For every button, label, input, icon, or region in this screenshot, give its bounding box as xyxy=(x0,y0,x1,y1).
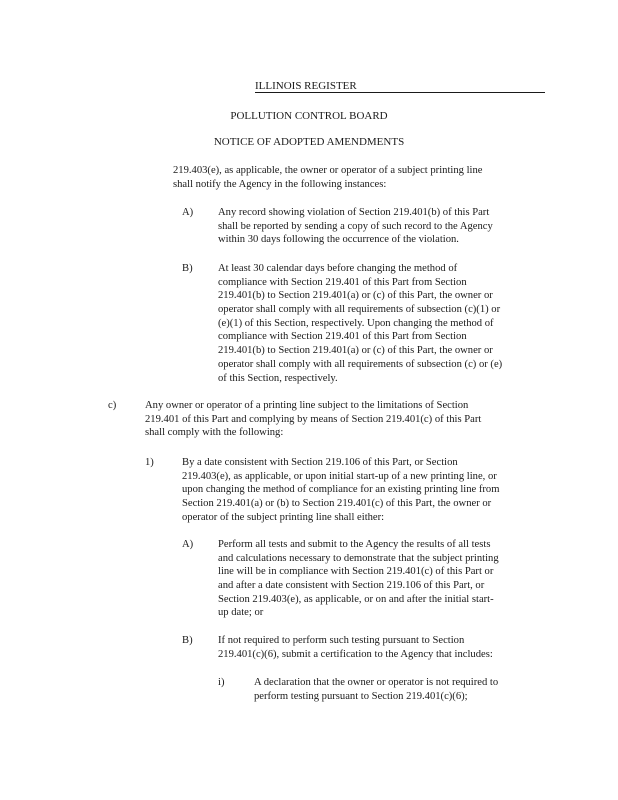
text-line: 219.401(b) to Section 219.401(a) or (c) of this Part, the owner or xyxy=(218,345,493,357)
text-line: up date; or xyxy=(218,607,264,619)
text-line: upon changing the method of compliance for an existing printing line from xyxy=(182,484,500,496)
item-a-paragraph xyxy=(218,206,493,247)
text-line: and calculations necessary to demonstrate that the subject printing xyxy=(218,552,499,564)
item-label: 1) xyxy=(145,457,154,468)
item-label: i) xyxy=(218,677,225,688)
text-line: Any owner or operator of a printing line subject to the limitations of Section xyxy=(145,400,469,411)
item-1b-paragraph xyxy=(218,634,493,661)
text-line: Any record showing violation of Section 219.401(b) of this Part xyxy=(218,207,490,218)
text-line: 219.403(e), as applicable, or upon initial start-up of a new printing line, or xyxy=(182,470,497,482)
text-line: within 30 days following the occurrence of the violation. xyxy=(218,234,459,246)
item-c-paragraph xyxy=(145,399,481,440)
text-line: perform testing pursuant to Section 219.401(c)(6); xyxy=(254,690,468,702)
intro-paragraph xyxy=(173,164,482,191)
text-line: line will be in compliance with Section 219.401(c) of this Part or xyxy=(218,566,494,578)
text-line: Section 219.403(e), as applicable, or on and after the initial start- xyxy=(218,593,494,605)
item-label: B) xyxy=(182,635,193,646)
text-line: If not required to perform such testing pursuant to Section xyxy=(218,635,465,646)
item-i-paragraph xyxy=(254,676,498,703)
text-line: and after a date consistent with Section 219.106 of this Part, or xyxy=(218,580,485,592)
text-line: (e)(1) of this Section, respectively. Upon changing the method of xyxy=(218,317,494,329)
item-label: B) xyxy=(182,263,193,274)
text-line: 219.403(e), as applicable, the owner or operator of a subject printing line xyxy=(173,165,483,176)
text-line: shall notify the Agency in the following instances: xyxy=(173,178,387,190)
item-b-paragraph xyxy=(218,262,502,385)
item-label: A) xyxy=(182,207,194,218)
item-1a-paragraph xyxy=(218,538,499,620)
text-line: A declaration that the owner or operator is not required to xyxy=(254,677,499,688)
text-line: Perform all tests and submit to the Agency the results of all tests xyxy=(218,539,491,550)
register-header: ILLINOIS REGISTER xyxy=(255,80,545,93)
text-line: By a date consistent with Section 219.106 of this Part, or Section xyxy=(182,457,458,468)
text-line: At least 30 calendar days before changing the method of xyxy=(218,263,458,274)
text-line: compliance with Section 219.401 of this Part from Section xyxy=(218,276,467,288)
text-line: operator of the subject printing line shall either: xyxy=(182,511,385,523)
text-line: 219.401(b) to Section 219.401(a) or (c) of this Part, the owner or xyxy=(218,290,493,302)
notice-heading: NOTICE OF ADOPTED AMENDMENTS xyxy=(213,136,405,148)
text-line: shall comply with the following: xyxy=(145,427,284,439)
text-line: operator shall comply with all requirements of subsection (c)(1) or xyxy=(218,304,501,316)
text-line: operator shall comply with all requirements of subsection (c) or (e) xyxy=(218,358,503,370)
text-line: 219.401(c)(6), submit a certification to the Agency that includes: xyxy=(218,648,493,660)
item-label: A) xyxy=(182,539,194,550)
text-line: Section 219.401(a) or (b) to Section 219.401(c) of this Part, the owner or xyxy=(182,498,492,510)
text-line: compliance with Section 219.401 of this Part from Section xyxy=(218,331,467,343)
text-line: 219.401 of this Part and complying by means of Section 219.401(c) of this Part xyxy=(145,413,482,425)
item-1-paragraph xyxy=(182,456,499,524)
board-heading: POLLUTION CONTROL BOARD xyxy=(230,110,388,122)
item-label: c) xyxy=(108,400,117,411)
text-line: of this Section, respectively. xyxy=(218,372,338,384)
text-line: shall be reported by sending a copy of such record to the Agency xyxy=(218,220,493,232)
